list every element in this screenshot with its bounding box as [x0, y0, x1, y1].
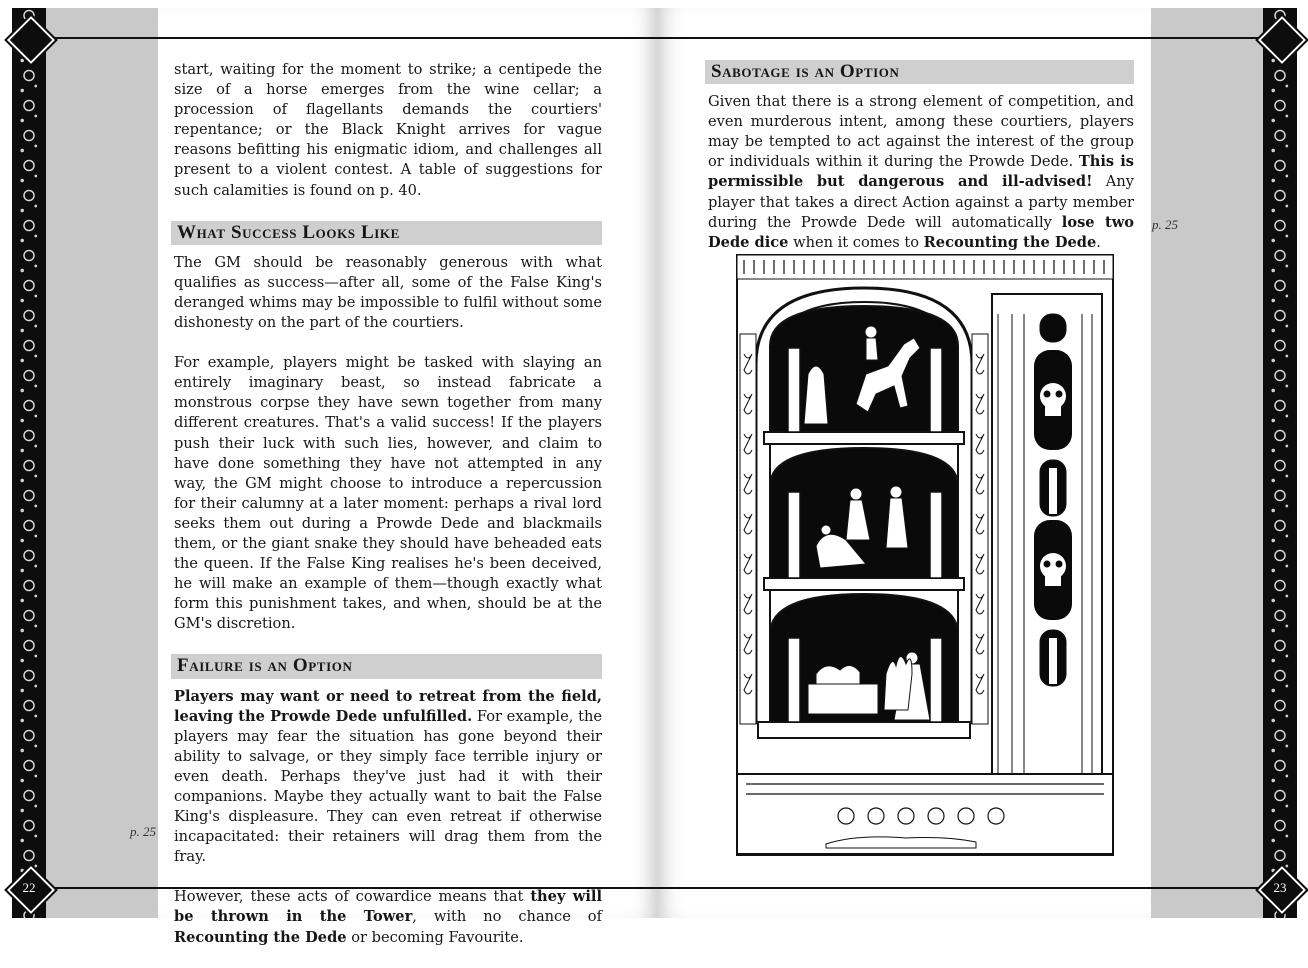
intro-paragraph: start, waiting for the moment to strike; a centipede the size of a horse emerges from the wine cellar; a procession of flagellants demands the courtiers' repentance; or the Black Knight arrives for vague reasons befitting his enigmatic idiom, and challenges all present to a violent contest. A table of suggestions for such calamities is found on p. 40. [174, 61, 602, 199]
corner-diamond-icon [7, 16, 51, 60]
success-paragraph-2: For example, players might be tasked with slaying an entirely imaginary beast, so instead fabricate a monstrous corpse they have sewn together from many different creatures. That's a valid success! If the players push their luck with such lies, however, and claim to have done something they have not attempted in any way, the GM might choose to introduce a repercussion for their calumny at a later moment: perhaps a rival lord seeks them out during a Prowde Dede and blackmails them, or the giant snake they should have beheaded eats the queen. If the False King realises he's been deceived, he will make an example of them—though exactly what form this punishment takes, and when, should be at the GM's discretion. [174, 354, 602, 633]
failure-bold-lead: Players may want or need to retreat from the field, leaving the Prowde Dede unfulfilled. [174, 687, 602, 725]
section-heading-success: What Success Looks Like [171, 221, 602, 245]
left-text-column [174, 60, 602, 968]
ornamental-border-left [12, 8, 46, 918]
left-page [12, 8, 657, 946]
top-frame-line [657, 37, 1297, 39]
page-number: 23 [1273, 880, 1287, 895]
section-heading-sabotage: Sabotage is an Option [705, 60, 1134, 84]
margin-page-reference[interactable]: p. 25 [1152, 217, 1178, 232]
failure-paragraph-1: Players may want or need to retreat from the field, leaving the Prowde Dede unfulfilled. For example, the players may fear the situation has gone beyond their ability to salvage, or they simply face terrible injury or even death. Perhaps they've just had it with their companions. Maybe they actually want to bait the False King's displeasure. They can even retreat if otherwise incapacitated: their retainers will drag them from the fray. [174, 687, 602, 866]
bottom-frame-line [657, 887, 1297, 889]
page-number: 22 [22, 880, 36, 895]
sabotage-paragraph: Given that there is a strong element of competition, and even murderous intent, among these courtiers, players may be tempted to act against the interest of the group or individuals within it during the Prowde Dede. This is permissible but dangerous and ill-advised! Any player that takes a direct Action against a party member during the Prowde Dede will automatically lose two Dede dice when it comes to Recounting the Dede. [708, 93, 1134, 251]
failure-paragraph-2: However, these acts of cowardice means that they will be thrown in the Tower, with no chance of Recounting the Dede or becoming Favourite. [174, 888, 602, 946]
margin-band-left [46, 8, 158, 918]
section-heading-failure: Failure is an Option [171, 654, 602, 678]
top-frame-line [12, 37, 657, 39]
right-text-column [708, 60, 1134, 273]
gothic-tower-illustration [736, 254, 1114, 856]
margin-band-right [1151, 8, 1263, 918]
corner-diamond-icon [1258, 16, 1302, 60]
success-paragraph-1: The GM should be reasonably generous with what qualifies as success—after all, some of the False King's deranged whims may be impossible to fulfil without some dishonesty on the part of the courtiers. [174, 253, 602, 332]
ornamental-border-right [1263, 8, 1297, 918]
margin-page-reference[interactable]: p. 25 [130, 824, 156, 839]
right-page [657, 8, 1297, 918]
